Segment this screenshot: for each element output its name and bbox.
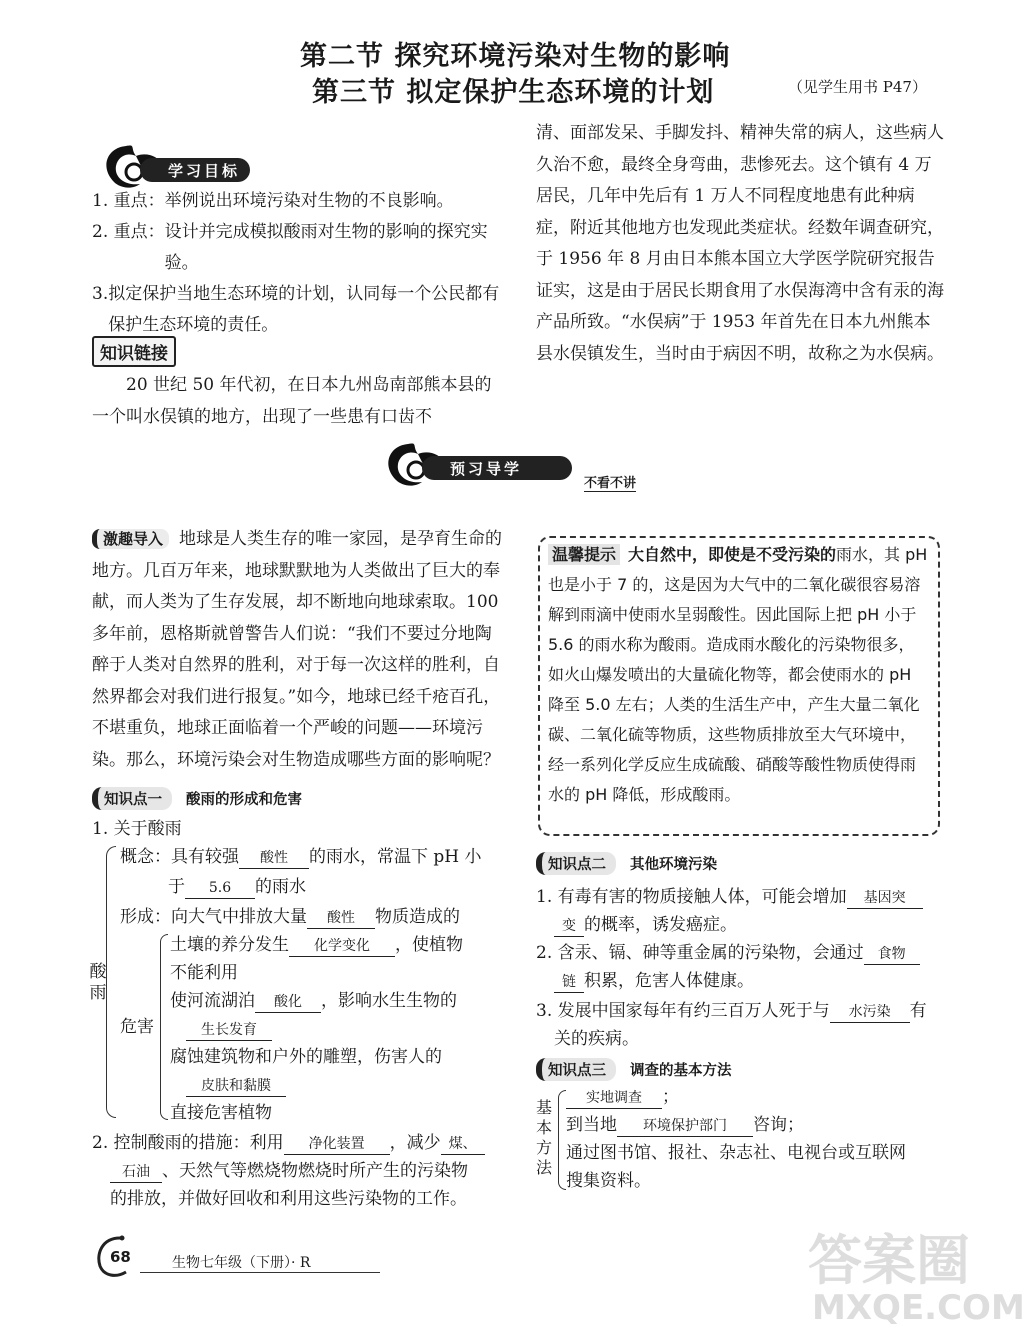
kp2-text: 1. 有毒有害的物质接触人体，可能会增加 — [536, 887, 847, 907]
concept-text: 的雨水 — [255, 877, 306, 897]
harm-answer-skin: 皮肤和黏膜 — [186, 1076, 286, 1097]
objective-text: 设计并完成模拟酸雨对生物的影响的探究实验。 — [164, 222, 488, 273]
preview-guide-sub: 不看不讲 — [584, 472, 636, 492]
control-answer-device: 净化装置 — [284, 1134, 390, 1155]
intro-text: 地球是人类生存的唯一家园，是孕育生命的地方。几百万年来，地球默默地为人类做出了巨大的奉献，而人类为了生存发展，却不断地向地球索取。100 多年前，恩格斯就曾警告人们说：“我们不要过分地陶醉于人类对自然界的胜利，对于每一次这样的胜利，自然界都会对我们进行报复。”如今，地球已经千疮百孔，不堪重负，地球正面临着一个严峻的问题——环境污染。那么，环境污染会对生物造成哪些方面的影响呢？ — [92, 529, 503, 770]
concept-line1 — [120, 842, 482, 873]
kp2-text: 有 — [909, 1001, 927, 1021]
kp3-tag: 知识点三 — [536, 1058, 616, 1081]
kp1-header — [92, 787, 302, 810]
knowledge-link-label: 知识链接 — [92, 336, 176, 367]
intro-paragraph — [92, 524, 504, 776]
formation-answer: 酸性 — [307, 908, 375, 929]
method2-line — [566, 1110, 804, 1141]
concept-text: 于 — [168, 877, 185, 897]
harm3-line1: 腐蚀建筑物和户外的雕塑，伤害人的 — [170, 1047, 442, 1067]
formation-line — [120, 902, 460, 933]
method-text: 到当地 — [566, 1115, 617, 1135]
kp2-answer-food-a: 食物 — [864, 944, 920, 965]
method-side-label: 基本方法 — [535, 1098, 552, 1177]
kp2-item2-line2 — [554, 966, 754, 997]
concept-line2 — [168, 872, 306, 903]
control-line3: 的排放，并做好回收和利用这些污染物的工作。 — [110, 1189, 467, 1209]
watermark-logo: 答案圈 — [808, 1229, 970, 1292]
tip-text — [548, 540, 930, 810]
kp1-title: 酸雨的形成和危害 — [186, 792, 302, 808]
learning-goals-label: 学习目标 — [140, 158, 250, 182]
harm-text: ，使植物 — [395, 935, 463, 955]
kp2-answer-mutation-a: 基因突 — [847, 888, 923, 909]
knowledge-link-text-right: 清、面部发呆、手脚发抖、精神失常的病人，这些病人久治不愈，最终全身弯曲，悲惨死去。这个镇有 4 万居民，几年中先后有 1 万人不同程度地患有此种病症，附近其他地方也发现此类症状。经数年调查研究，于 1956 年 8 月由日本熊本国立大学医学院研究报告证实，这是由于居民长期食用了水俣海湾中含有汞的海产品所致。“水俣病”于 1953 年首先在日本九州熊本县水俣镇发生，当时由于病因不明，故称之为水俣病。 — [536, 123, 944, 364]
kp2-item1-line2 — [554, 910, 737, 941]
harm-text: 使河流湖泊 — [170, 991, 255, 1011]
preview-guide-label: 预习导学 — [422, 456, 572, 480]
kp2-text: 3. 发展中国家每年有约三百万人死于与 — [536, 1001, 830, 1021]
kp2-item2-line1 — [536, 938, 920, 969]
kp1-tag: 知识点一 — [92, 787, 172, 810]
kp2-text: 积累，危害人体健康。 — [584, 971, 754, 991]
harm3-line2 — [186, 1070, 286, 1101]
harm-answer-chemical: 化学变化 — [289, 936, 395, 957]
harm-answer-growth: 生长发育 — [186, 1020, 272, 1041]
objective-prefix: 1. 重点： — [92, 191, 165, 211]
kp2-text: 2. 含汞、镉、砷等重金属的污染物，会通过 — [536, 943, 864, 963]
method-answer-department: 环境保护部门 — [617, 1116, 753, 1137]
intro-label: 激趣导入 — [92, 529, 169, 549]
harm1-line2: 不能利用 — [170, 963, 238, 983]
section-title-3: 第三节 拟定保护生态环境的计划 — [312, 77, 715, 108]
kp1-item1: 1. 关于酸雨 — [92, 819, 182, 839]
control-line2 — [110, 1156, 468, 1187]
preview-guide-banner — [378, 436, 678, 494]
acid-rain-label-char: 雨 — [89, 983, 107, 1003]
formation-text: 形成：向大气中排放大量 — [120, 907, 307, 927]
harm2-line2 — [186, 1014, 272, 1045]
objectives-list — [92, 186, 504, 341]
method-text: 咨询； — [753, 1115, 804, 1135]
concept-text: 概念：具有较强 — [120, 847, 239, 867]
concept-answer-acidic: 酸性 — [239, 848, 309, 869]
footer-rule — [140, 1272, 380, 1273]
kp3-title: 调查的基本方法 — [630, 1063, 732, 1079]
method1-line — [566, 1082, 679, 1113]
harm1-line1 — [170, 930, 463, 961]
objective-prefix: 3. — [92, 284, 109, 304]
objective-item — [92, 279, 504, 341]
control-answer-oil: 石油 — [110, 1162, 162, 1183]
acid-rain-label-char: 酸 — [89, 962, 107, 982]
tip-text-first: 大自然中，即使是不受污染的 — [628, 545, 837, 564]
objective-text: 拟定保护当地生态环境的计划，认同每一个公民都有保护生态环境的责任。 — [108, 284, 500, 335]
kp2-text: 的概率，诱发癌症。 — [584, 915, 737, 935]
kp2-answer-mutation-b: 变 — [554, 916, 584, 937]
tip-label: 温馨提示 — [548, 544, 620, 565]
harm-text: ，影响水生生物的 — [321, 991, 457, 1011]
kp2-tag: 知识点二 — [536, 852, 616, 875]
method-brace — [558, 1090, 566, 1190]
tip-text-body: 雨水，其 pH 也是小于 7 的，这是因为大气中的二氧化碳很容易溶解到雨滴中使雨水呈弱酸性。因此国际上把 pH 小于 5.6 的雨水称为酸雨。造成雨水酸化的污染物很多，如火山爆发喷出的大量硫化物等，都会使雨水的 pH 降至 5.0 左右；人类的生活生产中，产生大量二氧化碳、二氧化硫等物质，这些物质排放至大气环境中，经一系列化学反应生成硫酸、硝酸等酸性物质使得雨水的 pH 降低，形成酸雨。 — [548, 545, 928, 804]
acid-rain-label — [88, 962, 108, 1004]
control-text: ，减少 — [389, 1133, 441, 1153]
page-number: 68 — [110, 1248, 131, 1266]
control-line1 — [92, 1128, 485, 1159]
objective-prefix: 2. 重点： — [92, 222, 165, 242]
method-text: ； — [662, 1087, 679, 1107]
method3-line2: 搜集资料。 — [566, 1171, 651, 1191]
kp2-answer-water: 水污染 — [830, 1002, 910, 1023]
concept-answer-ph: 5.6 — [185, 878, 255, 899]
kp2-header — [536, 852, 717, 875]
harm-text: 土壤的养分发生 — [170, 935, 289, 955]
harm-brace — [160, 934, 168, 1120]
objective-item — [92, 217, 504, 279]
kp2-item1-line1 — [536, 882, 923, 913]
knowledge-link-text-left: 20 世纪 50 年代初，在日本九州岛南部熊本县的一个叫水俣镇的地方，出现了一些患有口齿不 — [92, 375, 492, 427]
kp2-answer-food-b: 链 — [554, 972, 584, 993]
kp2-title: 其他环境污染 — [630, 857, 717, 873]
formation-text: 物质造成的 — [375, 907, 460, 927]
objective-item — [92, 186, 504, 217]
student-book-reference: （见学生用书 P47） — [788, 78, 927, 96]
section-title-2: 第二节 探究环境污染对生物的影响 — [300, 41, 731, 72]
kp2-item3-line1 — [536, 996, 927, 1027]
objective-text: 举例说出环境污染对生物的不良影响。 — [164, 191, 454, 211]
harm-answer-acidify: 酸化 — [255, 992, 321, 1013]
control-answer-coal: 煤、 — [441, 1134, 485, 1155]
control-text: 2. 控制酸雨的措施：利用 — [92, 1133, 284, 1153]
kp3-header — [536, 1058, 732, 1081]
kp2-item3-line2: 关的疾病。 — [554, 1029, 639, 1049]
harm4-line: 直接危害植物 — [170, 1103, 272, 1123]
control-text: 、天然气等燃烧物燃烧时所产生的污染物 — [162, 1161, 468, 1181]
watermark-url: MXQE.COM — [812, 1288, 1025, 1328]
concept-text: 的雨水，常温下 pH 小 — [309, 847, 482, 867]
book-title: 生物七年级（下册）· R — [172, 1255, 311, 1271]
method-answer-field: 实地调查 — [566, 1088, 662, 1109]
method3-line1: 通过图书馆、报社、杂志社、电视台或互联网 — [566, 1143, 906, 1163]
harm-label: 危害 — [120, 1017, 154, 1037]
harm2-line1 — [170, 986, 457, 1017]
